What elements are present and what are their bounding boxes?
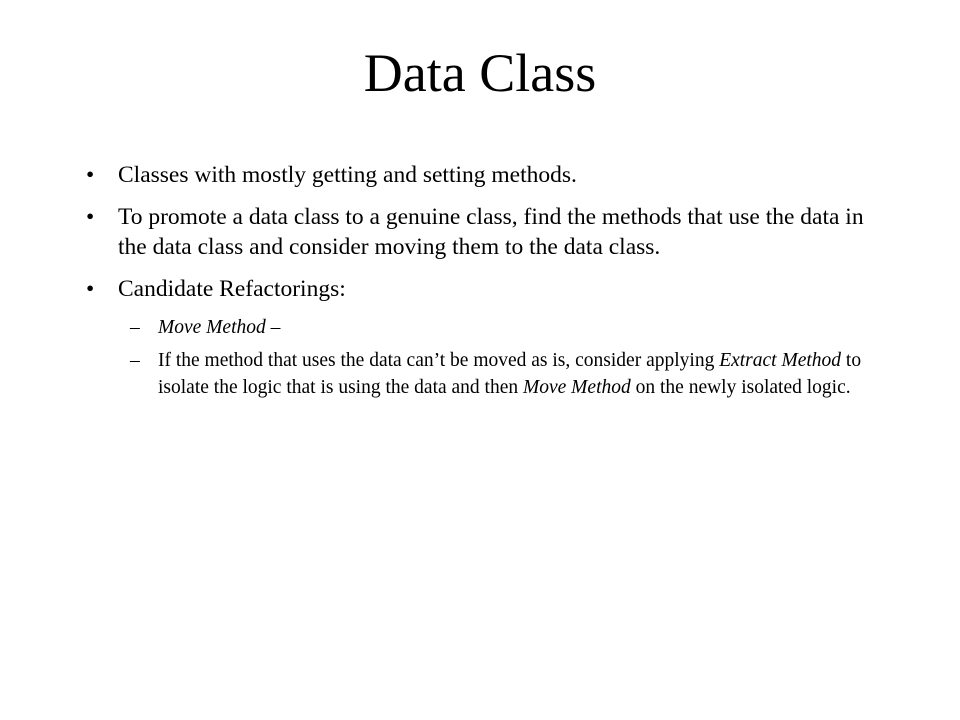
sub-item-extract-method	[86, 347, 886, 401]
bullet-dot: •	[86, 276, 95, 302]
bullet-dot: •	[86, 162, 95, 188]
bullet-text: Candidate Refactorings:	[118, 276, 346, 302]
sub-dash: –	[130, 350, 140, 371]
bullet-item	[86, 202, 886, 262]
bullet-dot: •	[86, 204, 95, 230]
bullet-item	[86, 160, 886, 190]
slide-body	[86, 160, 886, 407]
move-method-suffix: –	[265, 317, 281, 338]
move-method-term: Move Method	[158, 317, 266, 338]
slide-title: Data Class	[363, 43, 597, 103]
sub-text-part2: to isolate the logic that is using the data and then	[158, 350, 862, 398]
sub-text-part1: If the method that uses the data can’t be moved as is, consider applying	[158, 350, 720, 371]
move-method-term-2: Move Method	[523, 377, 631, 398]
bullet-item	[86, 274, 886, 304]
sub-item-move-method	[86, 314, 886, 341]
sub-dash: –	[130, 317, 140, 338]
bullet-text: To promote a data class to a genuine class, find the methods that use the data in the data class and consider moving them to the data class.	[118, 204, 864, 260]
bullet-text: Classes with mostly getting and setting methods.	[118, 162, 577, 188]
sub-text-part3: on the newly isolated logic.	[630, 377, 851, 398]
extract-method-term: Extract Method	[719, 350, 842, 371]
